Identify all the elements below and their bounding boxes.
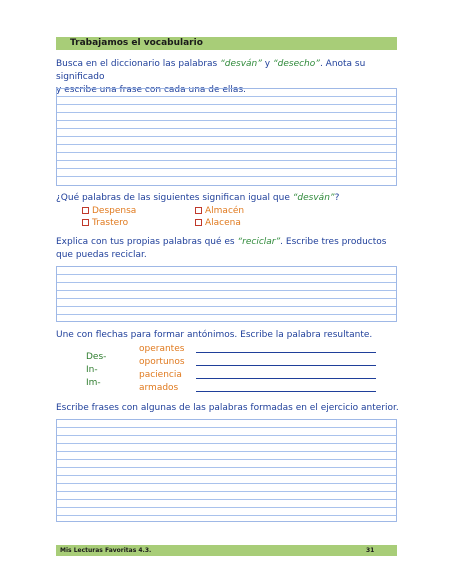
writing-area-1[interactable] bbox=[56, 88, 397, 186]
q1-text-post: . Anota su significado bbox=[56, 59, 366, 82]
question-2 bbox=[56, 192, 401, 205]
option-almacen[interactable] bbox=[195, 205, 244, 217]
q1-text-pre: Busca en el diccionario las palabras bbox=[56, 59, 221, 69]
prefix-in: In- bbox=[86, 365, 98, 375]
checkbox[interactable] bbox=[82, 219, 89, 226]
section-title: Trabajamos el vocabulario bbox=[70, 38, 203, 48]
q3-text-pre: Explica con tus propias palabras qué es bbox=[56, 237, 238, 247]
q1-text-line2: y escribe una frase con cada una de ellas. bbox=[56, 85, 246, 95]
word-armados: armados bbox=[139, 383, 179, 393]
q1-word-desecho: “desecho” bbox=[272, 59, 320, 69]
word-oportunos: oportunos bbox=[139, 357, 185, 367]
option-alacena[interactable] bbox=[195, 217, 241, 229]
writing-area-5[interactable] bbox=[56, 419, 397, 522]
word-operantes: operantes bbox=[139, 344, 185, 354]
option-label: Alacena bbox=[205, 218, 241, 228]
checkbox[interactable] bbox=[82, 207, 89, 214]
question-3 bbox=[56, 236, 401, 262]
checkbox[interactable] bbox=[195, 207, 202, 214]
footer-book-title: Mis Lecturas Favoritas 4.3. bbox=[60, 547, 152, 554]
prefix-des: Des- bbox=[86, 352, 107, 362]
answer-line-2[interactable] bbox=[196, 365, 376, 366]
answer-line-3[interactable] bbox=[196, 378, 376, 379]
prefix-im: Im- bbox=[86, 378, 101, 388]
option-label: Despensa bbox=[92, 206, 137, 216]
page-number: 31 bbox=[366, 547, 375, 554]
answer-line-1[interactable] bbox=[196, 352, 376, 353]
q2-text-post: ? bbox=[334, 193, 340, 203]
option-despensa[interactable] bbox=[82, 205, 136, 217]
writing-area-3[interactable] bbox=[56, 266, 397, 322]
question-5: Escribe frases con algunas de las palabras formadas en el ejercicio anterior. bbox=[56, 403, 399, 413]
q1-word-desvan: “desván” bbox=[220, 59, 262, 69]
q3-text-post: . Escribe tres productos bbox=[280, 237, 387, 247]
q3-text-line2: que puedas reciclar. bbox=[56, 250, 147, 260]
q2-text-pre: ¿Qué palabras de las siguientes significan igual que bbox=[56, 193, 293, 203]
q1-text-mid: y bbox=[261, 59, 273, 69]
word-paciencia: paciencia bbox=[139, 370, 182, 380]
option-trastero[interactable] bbox=[82, 217, 128, 229]
option-label: Trastero bbox=[92, 218, 129, 228]
q2-word-desvan: “desván” bbox=[292, 193, 335, 203]
checkbox[interactable] bbox=[195, 219, 202, 226]
question-4: Une con flechas para formar antónimos. Escribe la palabra resultante. bbox=[56, 330, 373, 340]
option-label: Almacén bbox=[205, 206, 245, 216]
q3-word-reciclar: “reciclar” bbox=[237, 237, 281, 247]
answer-line-4[interactable] bbox=[196, 391, 376, 392]
